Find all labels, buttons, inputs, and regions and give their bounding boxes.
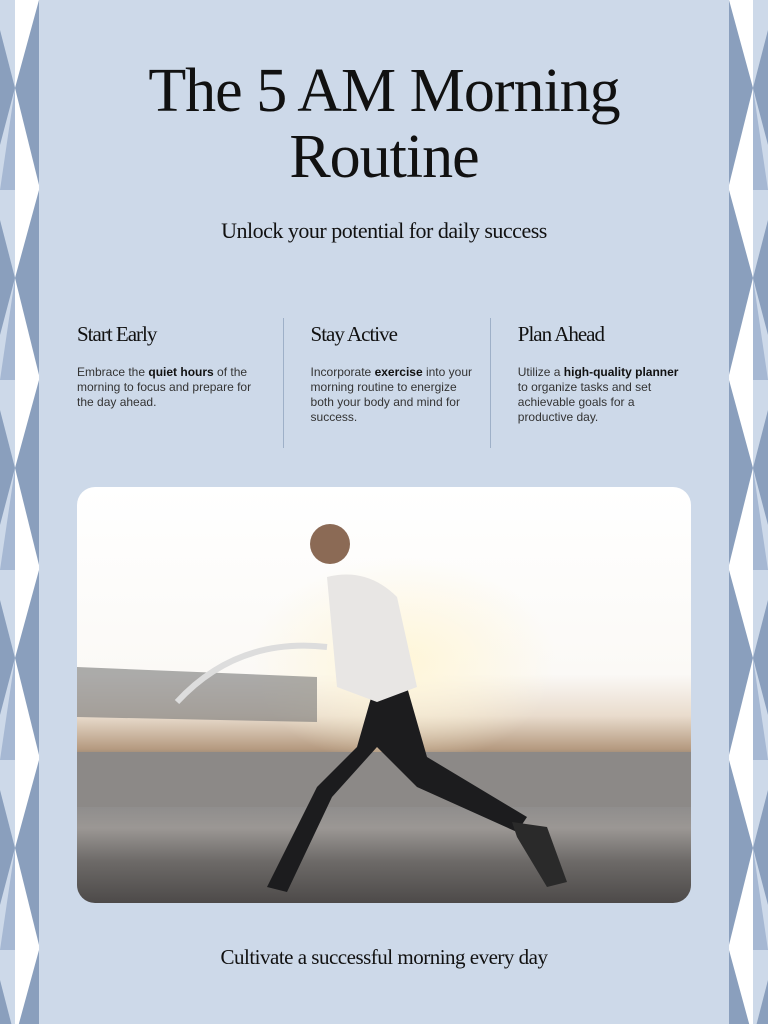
tip-plan-ahead — [490, 318, 697, 448]
subtitle: Unlock your potential for daily success — [221, 218, 547, 243]
runner-photo — [77, 487, 691, 903]
decorative-pattern-left — [0, 0, 39, 1024]
tip-text: Incorporate exercise into your morning routine to energize both your body and mind for success. — [310, 365, 472, 424]
tip-start-early — [77, 318, 283, 448]
decorative-pattern-right — [729, 0, 768, 1024]
tip-heading: Plan Ahead — [517, 322, 604, 346]
tips-section — [77, 318, 697, 448]
tip-text: Embrace the quiet hours of the morning to focus and prepare for the day ahead. — [77, 365, 252, 409]
runner-illustration — [77, 487, 691, 903]
tip-text: Utilize a high-quality planner to organize tasks and set achievable goals for a productive day. — [517, 365, 679, 424]
page-title: The 5 AM Morning Routine — [148, 57, 620, 191]
tip-heading: Start Early — [77, 322, 157, 346]
tip-stay-active — [283, 318, 490, 448]
footer-tagline: Cultivate a successful morning every day — [220, 945, 548, 969]
tip-heading: Stay Active — [310, 322, 397, 346]
